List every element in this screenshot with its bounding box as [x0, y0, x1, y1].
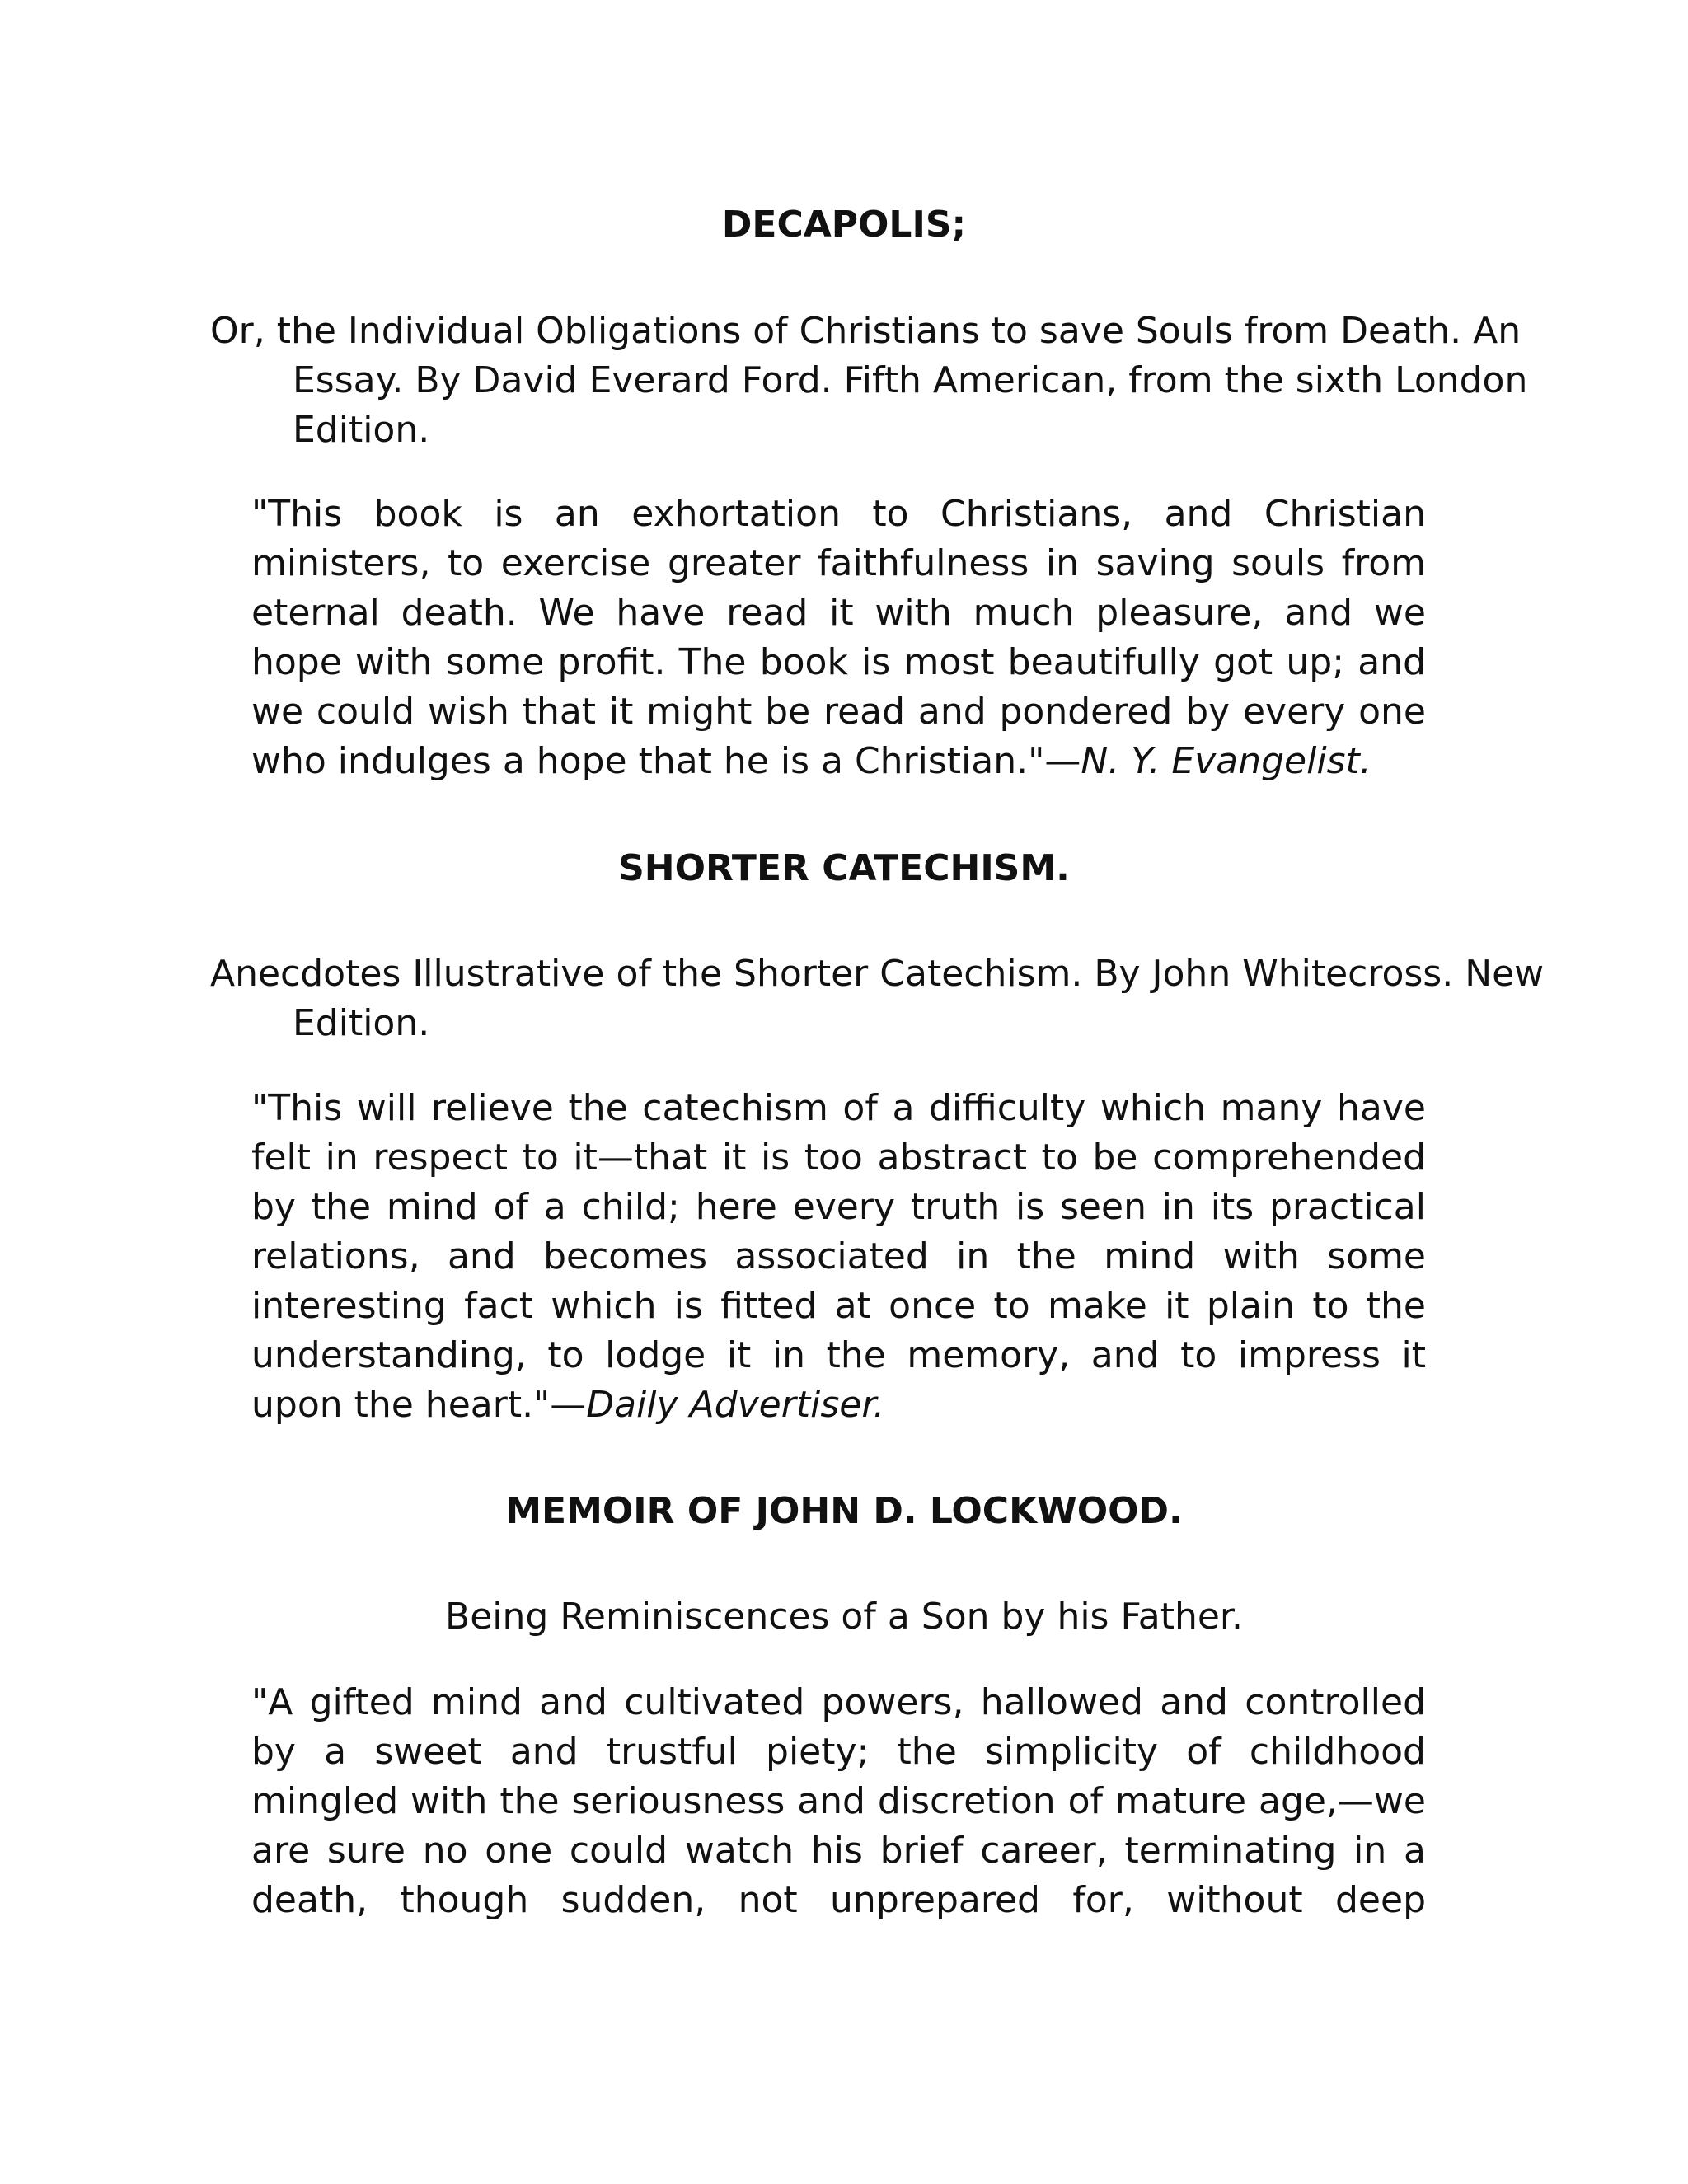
book-entry-decapolis: Or, the Individual Obligations of Christians to save Souls from Death. An Essay. By David Everard Ford. Fifth American, from the sixth London Edition.	[210, 310, 1528, 451]
section-heading-decapolis: DECAPOLIS;	[721, 204, 967, 246]
book-entry-shorter-catechism: Anecdotes Illustrative of the Shorter Catechism. By John Whitecross. New Edition.	[210, 953, 1545, 1044]
review-quote-text: "This will relieve the catechism of a difficulty which many have felt in respect to it—that it is too abstract to be comprehended by the mind of a child; here every truth is seen in its practical relations, and becomes associated in the mind with some interesting fact which is fitted at once to make it plain to the understanding, to lodge it in the memory, and to impress it upon the heart."—	[251, 1087, 1426, 1426]
review-quote-decapolis	[251, 490, 1426, 786]
section-heading-shorter-catechism: SHORTER CATECHISM.	[618, 847, 1070, 889]
book-subtitle-memoir-lockwood: Being Reminiscences of a Son by his Father.	[445, 1596, 1243, 1638]
section-heading-memoir-lockwood: MEMOIR OF JOHN D. LOCKWOOD.	[505, 1490, 1183, 1532]
review-source: Daily Advertiser.	[586, 1384, 885, 1426]
review-quote-text: "A gifted mind and cultivated powers, hallowed and controlled by a sweet and trustful piety; the simplicity of childhood mingled with the seriousness and discretion of mature age,—we are sure no one could watch his brief career, terminating in a death, though sudden, not unprepared for, without deep	[251, 1681, 1426, 1921]
review-quote-memoir-lockwood	[251, 1678, 1426, 1925]
review-source: N. Y. Evangelist.	[1081, 740, 1372, 782]
review-quote-shorter-catechism	[251, 1084, 1426, 1430]
review-quote-text: "This book is an exhortation to Christians, and Christian ministers, to exercise greater faithfulness in saving souls from eternal death. We have read it with much pleasure, and we hope with some profit. The book is most beautifully got up; and we could wish that it might be read and pondered by every one who indulges a hope that he is a Christian."—	[251, 493, 1426, 782]
